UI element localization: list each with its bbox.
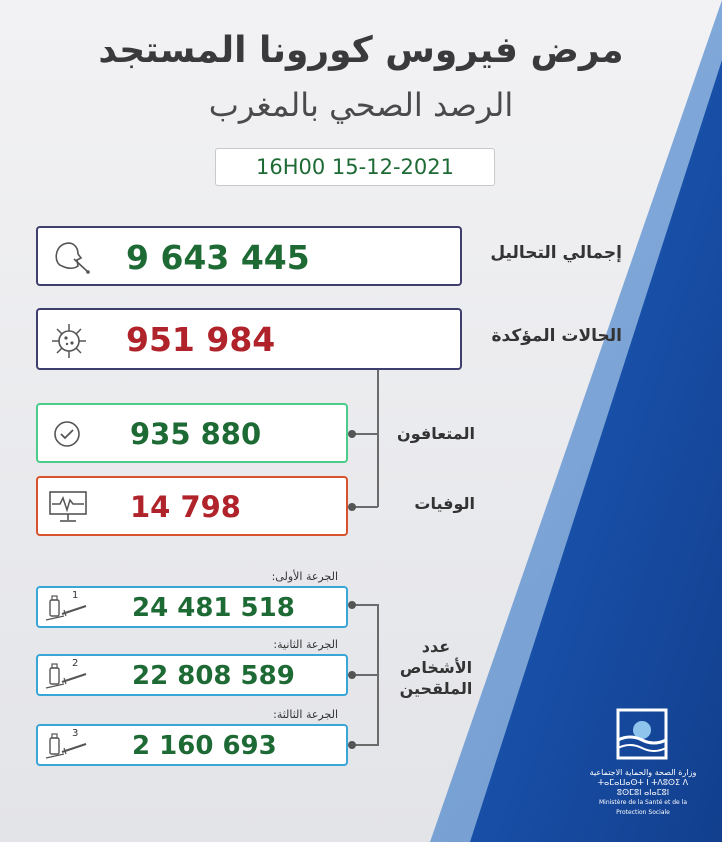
vaccinated-label-line1: عدد <box>421 637 451 656</box>
dose3-card <box>36 724 348 766</box>
deaths-value: 14 798 <box>130 490 241 524</box>
connector-dot <box>348 430 356 438</box>
vaccine-icon <box>44 660 90 692</box>
deaths-card <box>36 476 348 536</box>
check-circle-icon <box>52 419 82 449</box>
tests-card <box>36 226 462 286</box>
ministry-name-french: Ministère de la Santé et de la Protection Sociale <box>598 799 688 816</box>
heart-monitor-icon <box>48 490 88 524</box>
dose2-label: الجرعة الثانية: <box>273 638 338 651</box>
vaccinated-label-line2: الأشخاص <box>399 658 473 677</box>
dose2-value: 22 808 589 <box>132 661 295 691</box>
test-swab-icon <box>48 236 90 278</box>
vaccine-icon <box>44 592 90 624</box>
ministry-logo <box>604 706 680 766</box>
dose1-label: الجرعة الأولى: <box>271 570 338 583</box>
dose3-label: الجرعة الثالثة: <box>273 708 338 721</box>
ministry-name <box>588 768 698 818</box>
date-box: 16H00 15-12-2021 <box>215 148 495 186</box>
tests-label: إجمالي التحاليل <box>490 243 622 263</box>
dose1-card <box>36 586 348 628</box>
dose1-badge: 1 <box>72 590 79 601</box>
dose3-badge: 3 <box>72 728 79 739</box>
vaccine-icon <box>44 730 90 762</box>
recovered-card <box>36 403 348 463</box>
recovered-value: 935 880 <box>130 417 262 451</box>
recovered-label: المتعافون <box>397 424 475 443</box>
ministry-name-arabic: وزارة الصحة والحماية الاجتماعية <box>589 768 697 777</box>
ministry-name-tifinagh: ⵜⴰⵎⴰⵡⴰⵙⵜ ⵏ ⵜⴷⵓⵙⵉ ⴷ ⵓⵙⵎⵓⵏ ⴰⵏⴰⵎⵓⵏ <box>597 778 689 797</box>
vaccinated-label-line3: الملقحين <box>399 679 473 698</box>
dose1-value: 24 481 518 <box>132 593 295 623</box>
confirmed-card <box>36 308 462 370</box>
bracket-dot <box>348 671 356 679</box>
page-title: مرض فيروس كورونا المستجد <box>98 30 624 71</box>
bracket-dot <box>348 741 356 749</box>
bracket-dot <box>348 601 356 609</box>
virus-icon <box>50 322 88 360</box>
vaccinated-group-label <box>386 636 486 699</box>
dose2-badge: 2 <box>72 658 79 669</box>
confirmed-label: الحالات المؤكدة <box>491 326 622 346</box>
dose2-card <box>36 654 348 696</box>
deaths-label: الوفيات <box>414 494 475 513</box>
connector-line <box>377 370 379 507</box>
dose3-value: 2 160 693 <box>132 731 277 761</box>
connector-dot <box>348 503 356 511</box>
tests-value: 9 643 445 <box>126 238 310 277</box>
page-subtitle: الرصد الصحي بالمغرب <box>208 86 514 124</box>
confirmed-value: 951 984 <box>126 320 276 359</box>
